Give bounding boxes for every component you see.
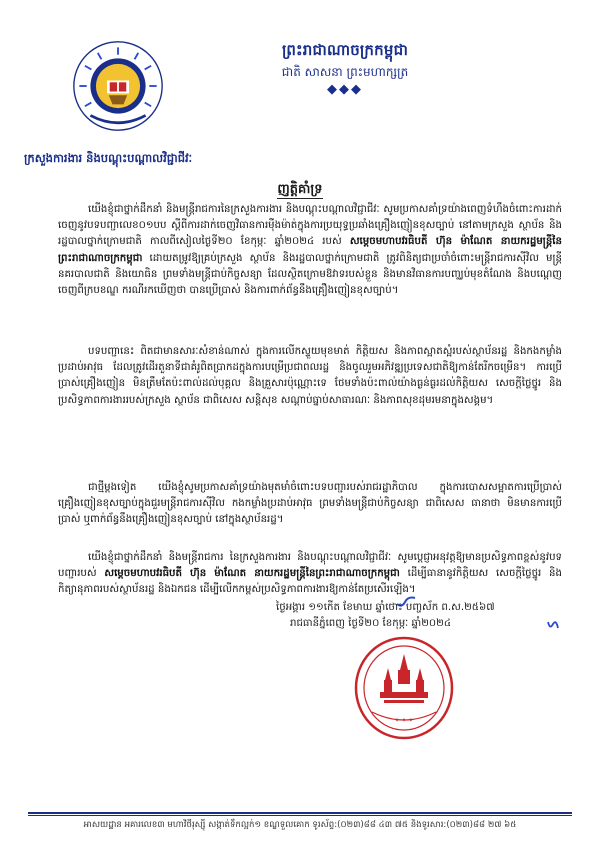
kingdom-header — [195, 40, 495, 97]
paragraph-3-text: ជាថ្មីម្តងទៀត យើងខ្ញុំសូមប្រកាសគាំទ្រយ៉ាងមុតមាំចំពោះបទបញ្ជារបស់រាជរដ្ឋាភិបាល ក្នុងការបោសសម្អាតការប្រើប្រាស់គ្រឿងញៀនខុសច្បាប់ក្នុងជួរមន្ត្រីរាជការស៊ីវិល កងកម្លាំងប្រដាប់អាវុធ ព្រមទាំងមន្ត្រីជាប់កិច្ចសន្យា ជាពិសេស ធានាថា មិនមានការប្រើប្រាស់ ឬពាក់ព័ន្ធនឹងគ្រឿងញៀនខុសច្បាប់ នៅក្នុងស្ថាប័នរដ្ឋ។ — [58, 482, 562, 526]
header-ornament: ◆◆◆ — [327, 82, 363, 97]
paragraph-4-text-c: ដើម្បីធានានូវកិត្តិយស សេចក្តីថ្លៃថ្នូរ និងកិត្យានុភាពរបស់ស្ថាប័នរដ្ឋ និងឯកជន ដើម្បីលើកកម្ពស់ប្រសិទ្ធភាពការងារឱ្យកាន់តែប្រសើរឡើង។ — [58, 568, 562, 596]
paragraph-2 — [58, 344, 562, 409]
svg-text:✦ ✦ ✦: ✦ ✦ ✦ — [394, 717, 414, 724]
document-title-text: ញត្តិគាំទ្រ — [277, 182, 323, 197]
ministry-logo-graphic — [72, 40, 164, 132]
document-title — [0, 181, 600, 200]
ministry-name: ក្រសួងការងារ និងបណ្តុះបណ្តាលវិជ្ជាជីវៈ — [24, 151, 193, 165]
paragraph-4 — [58, 550, 562, 599]
paragraph-2-text: បទបញ្ជានេះ ពិតជាមានសារៈសំខាន់ណាស់ ក្នុងការលើកស្ទួយមុខមាត់ កិត្តិយស និងភាពស្អាតស្អំរបស់ស្ថាប័នរដ្ឋ និងកងកម្លាំងប្រដាប់អាវុធ ដែលត្រូវដើរតួនាទីជាគំរូពិតប្រាកដក្នុងការបម្រើប្រជាពលរដ្ឋ និងចូលរួមអភិវឌ្ឍប្រទេសជាតិឱ្យកាន់តែរីកចម្រើន។ ការប្រើប្រាស់គ្រឿងញៀន មិនត្រឹមតែប៉ះពាល់ដល់បុគ្គល និងគ្រួសារប៉ុណ្ណោះទេ ថែមទាំងប៉ះពាល់យ៉ាងធ្ងន់ធ្ងរដល់កិត្តិយស សេចក្តីថ្លៃថ្នូរ និងប្រសិទ្ធភាពការងាររបស់ក្រសួង ស្ថាប័ន ជាពិសេស សន្តិសុខ សណ្តាប់ធ្នាប់សាធារណៈ និងភាពសុខដុមរមនាក្នុងសង្គម។ — [58, 346, 562, 406]
solar-date: រាជធានីភ្នំពេញ ថ្ងៃទី២០ ខែកុម្ភៈ ឆ្នាំ២០២៤ — [290, 618, 452, 629]
ministry-logo — [72, 40, 164, 132]
paragraph-4-prime-minister: សម្តេចមហាបវរធិបតី ហ៊ុន ម៉ាណែត នាយករដ្ឋមន្ត្រីនៃព្រះរាជាណាចក្រកម្ពុជា — [104, 568, 400, 580]
paragraph-1-text-c: ដោយតម្រូវឱ្យគ្រប់ក្រសួង ស្ថាប័ន និងរដ្ឋបាលថ្នាក់ក្រោមជាតិ ត្រូវពិនិត្យជាប្រចាំចំពោះមន្ត្រីរាជការស៊ីវិល មន្ត្រីនគរបាលជាតិ និងយោធិន ព្រមទាំងមន្ត្រីជាប់កិច្ចសន្យា ដែលស្ថិតក្រោមឱវាទរបស់ខ្លួន និងមានវិធានការបញ្ឈប់មុខតំណែង និងបណ្តេញចេញពីក្របខណ្ឌ ករណីរកឃើញថា បានប្រើប្រាស់ និងការពាក់ព័ន្ធនឹងគ្រឿងញៀនខុសច្បាប់។ — [58, 252, 562, 297]
national-motto: ជាតិ សាសនា ព្រះមហាក្សត្រ — [281, 65, 409, 79]
paragraph-4-text-a: យើងខ្ញុំជាថ្នាក់ដឹកនាំ និងមន្ត្រីរាជការ នៃក្រសួងការងារ និងបណ្តុះបណ្តាលវិជ្ជាជីវៈ សូមប្តេជ្ញាអនុវត្តឱ្យមានប្រសិទ្ធភាពខ្ពស់នូវបទបញ្ជារបស់ — [58, 552, 562, 580]
footer-address: អាសយដ្ឋាន អគារលេខ៣ មហាវិថីរុស្ស៊ី សង្កាត់ទឹកល្អក់១ ខណ្ឌទួលគោក ទូរស័ព្ទ:(០២៣)៨៨ ៤៣ ៧៥ និងទូរសារ:(០២៣)៨៨ ២៧ ៦៥ — [83, 820, 517, 830]
paragraph-1 — [58, 202, 562, 299]
official-seal — [352, 632, 456, 742]
paragraph-1-text-a: យើងខ្ញុំជាថ្នាក់ដឹកនាំ និងមន្ត្រីរាជការនៃក្រសួងការងារ និងបណ្តុះបណ្តាលវិជ្ជាជីវៈ សូមប្រកាសគាំទ្រយ៉ាងពេញទំហឹងចំពោះការដាក់ចេញនូវបទបញ្ជាលេខ០១បប ស្តីពីការដាក់ចេញវិធានការម៉ឺងម៉ាត់ក្នុងការប្រយុទ្ធប្រឆាំងគ្រឿងញៀនខុសច្បាប់ នៅតាមក្រសួង ស្ថាប័ន និងរដ្ឋបាលថ្នាក់ក្រោមជាតិ កាលពីសៀលថ្ងៃទី២០ ខែកុម្ភៈ ឆ្នាំ២០២៤ របស់ — [58, 204, 562, 248]
official-seal-graphic — [352, 632, 456, 742]
footer-divider — [28, 812, 572, 814]
kingdom-name: ព្រះរាជាណាចក្រកម្ពុជា — [281, 41, 409, 59]
lunar-date: ថ្ងៃអង្គារ ១១កើត ខែមាឃ ឆ្នាំថោះ បញ្ចស័ក ព.ស.២៥៦៧ — [276, 602, 495, 613]
footer-divider-thin — [28, 815, 572, 816]
ink-initial-mark — [546, 618, 560, 632]
paragraph-3 — [58, 480, 562, 529]
paragraph-1-prime-minister: សម្តេចមហាបវរធិបតី ហ៊ុន ម៉ាណែត នាយករដ្ឋមន្ត្រីនៃព្រះរាជាណាចក្រកម្ពុជា — [58, 236, 562, 264]
